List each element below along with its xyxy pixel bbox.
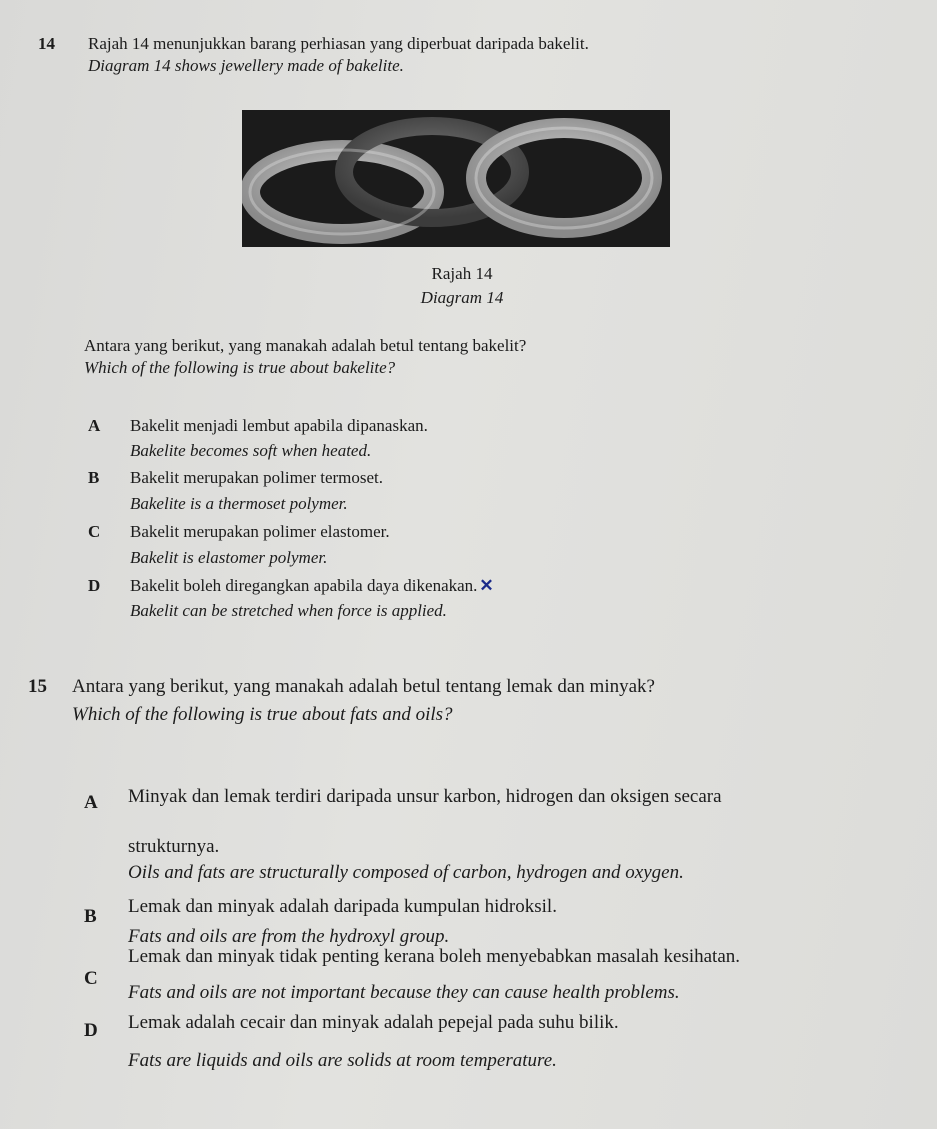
option-text-malay bbox=[130, 576, 494, 596]
option-text-malay: Bakelit merupakan polimer elastomer. bbox=[130, 522, 390, 541]
option-text-english: Fats and oils are from the hydroxyl group. bbox=[128, 926, 450, 947]
option-text-malay-line2: strukturnya. bbox=[128, 836, 220, 857]
question-prompt-english: Which of the following is true about bakelite? bbox=[84, 358, 396, 377]
question-number: 14 bbox=[38, 34, 55, 53]
figure-caption-english: Diagram 14 bbox=[420, 288, 504, 307]
option-text-malay: Bakelit merupakan polimer termoset. bbox=[130, 468, 384, 487]
question-prompt-english: Which of the following is true about fats and oils? bbox=[72, 704, 453, 725]
option-letter: D bbox=[84, 1020, 98, 1041]
option-text-english: Fats and oils are not important because they can cause health problems. bbox=[128, 982, 680, 1003]
option-letter: C bbox=[84, 968, 98, 989]
option-letter: B bbox=[88, 468, 100, 487]
figure-caption-malay: Rajah 14 bbox=[431, 264, 493, 283]
option-letter: A bbox=[88, 416, 101, 435]
question-stem-english: Diagram 14 shows jewellery made of bakelite. bbox=[88, 56, 404, 75]
option-text-english: Bakelit is elastomer polymer. bbox=[130, 548, 328, 567]
option-text-english: Oils and fats are structurally composed of carbon, hydrogen and oxygen. bbox=[128, 862, 684, 883]
option-letter: C bbox=[88, 522, 101, 541]
option-text-malay: Lemak dan minyak tidak penting kerana boleh menyebabkan masalah kesihatan. bbox=[128, 946, 741, 967]
cross-mark-icon: ✕ bbox=[479, 576, 494, 595]
question-prompt-malay: Antara yang berikut, yang manakah adalah betul tentang bakelit? bbox=[84, 336, 527, 355]
option-letter: B bbox=[84, 906, 97, 927]
question-stem-malay: Rajah 14 menunjukkan barang perhiasan yang diperbuat daripada bakelit. bbox=[88, 34, 589, 53]
option-text-english: Bakelite is a thermoset polymer. bbox=[130, 494, 348, 513]
bakelite-bangles-photo bbox=[242, 110, 670, 247]
option-text-english: Bakelite becomes soft when heated. bbox=[130, 441, 372, 460]
option-letter: D bbox=[88, 576, 101, 595]
question-number: 15 bbox=[28, 676, 47, 697]
option-text-malay-line1: Minyak dan lemak terdiri daripada unsur karbon, hidrogen dan oksigen secara bbox=[128, 786, 722, 807]
option-text-malay-content: Bakelit boleh diregangkan apabila daya dikenakan. bbox=[130, 576, 478, 595]
option-text-malay: Bakelit menjadi lembut apabila dipanaskan. bbox=[130, 416, 428, 435]
question-prompt-malay: Antara yang berikut, yang manakah adalah betul tentang lemak dan minyak? bbox=[72, 676, 655, 697]
option-text-malay: Lemak adalah cecair dan minyak adalah pepejal pada suhu bilik. bbox=[128, 1012, 619, 1033]
option-letter: A bbox=[84, 792, 98, 813]
option-text-english: Fats are liquids and oils are solids at room temperature. bbox=[128, 1050, 557, 1071]
option-text-english: Bakelit can be stretched when force is applied. bbox=[130, 601, 447, 620]
option-text-malay: Lemak dan minyak adalah daripada kumpulan hidroksil. bbox=[128, 896, 557, 917]
